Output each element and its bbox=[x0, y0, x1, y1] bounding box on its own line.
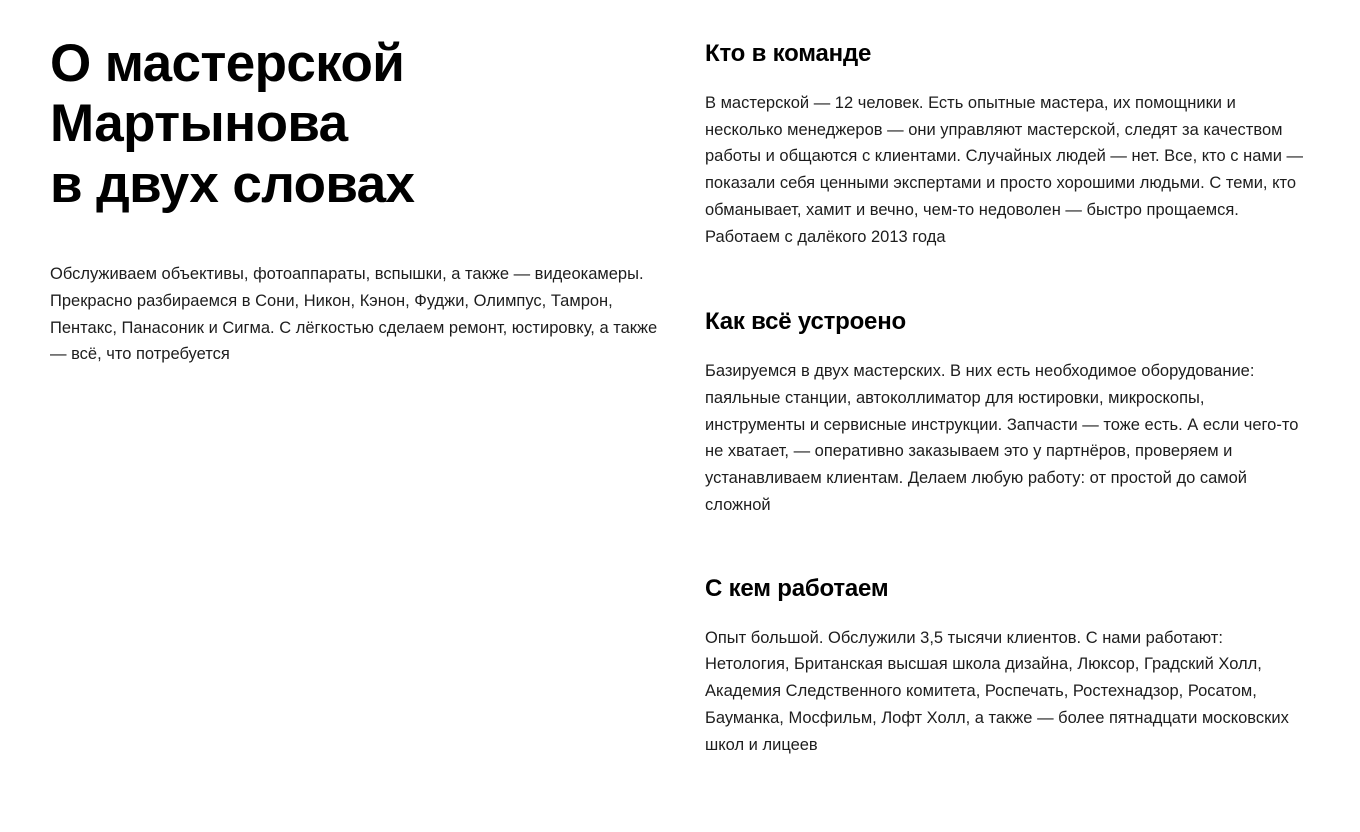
page-title bbox=[50, 34, 670, 215]
section-clients bbox=[705, 575, 1305, 759]
page-title-line-1: О мастерской bbox=[50, 34, 405, 93]
section-how-it-works bbox=[705, 308, 1305, 518]
section-team-body: В мастерской — 12 человек. Есть опытные мастера, их помощники и несколько менеджеров — они управляют мастерской, следят за качеством работы и общаются с клиентами. Случайных людей — нет. Все, кто с нами — показали себя ценными экспертами и просто хорошими людьми. С теми, кто обманывает, хамит и вечно, чем-то недоволен — быстро прощаемся. Работаем с далёкого 2013 года bbox=[705, 94, 1304, 246]
page-title-line-2: Мартынова bbox=[50, 94, 348, 154]
intro-column bbox=[50, 34, 670, 385]
section-team-heading: Кто в команде bbox=[705, 40, 872, 67]
details-column bbox=[705, 40, 1305, 758]
intro-paragraph: Обслуживаем объективы, фотоаппараты, вспышки, а также — видеокамеры. Прекрасно разбираемся в Сони, Никон, Кэнон, Фуджи, Олимпус, Тамрон, Пентакс, Панасоник и Сигма. С лёгкостью сделаем ремонт, юстировку, а также — всё, что потребуется bbox=[50, 265, 658, 364]
section-clients-heading: С кем работаем bbox=[705, 574, 889, 602]
section-how-it-works-heading: Как всё устроено bbox=[705, 308, 906, 336]
section-how-it-works-body: Базируемся в двух мастерских. В них есть необходимое оборудование: паяльные станции, автоколлиматор для юстировки, микроскопы, инструменты и сервисные инструкции. Запчасти — тоже есть. А если чего-то не хватает, — оперативно заказываем это у партнёров, проверяем и устанавливаем клиентам. Делаем любую работу: от простой до самой сложной bbox=[705, 362, 1299, 514]
section-team bbox=[705, 40, 1305, 250]
section-clients-body: Опыт большой. Обслужили 3,5 тысячи клиентов. С нами работают: Нетология, Британская высшая школа дизайна, Люксор, Градский Холл, Академия Следственного комитета, Роспечать, Ростехнадзор, Росатом, Бауманка, Мосфильм, Лофт Холл, а также — более пятнадцати московских школ и лицеев bbox=[705, 628, 1289, 754]
page-title-line-3: в двух словах bbox=[50, 154, 415, 214]
